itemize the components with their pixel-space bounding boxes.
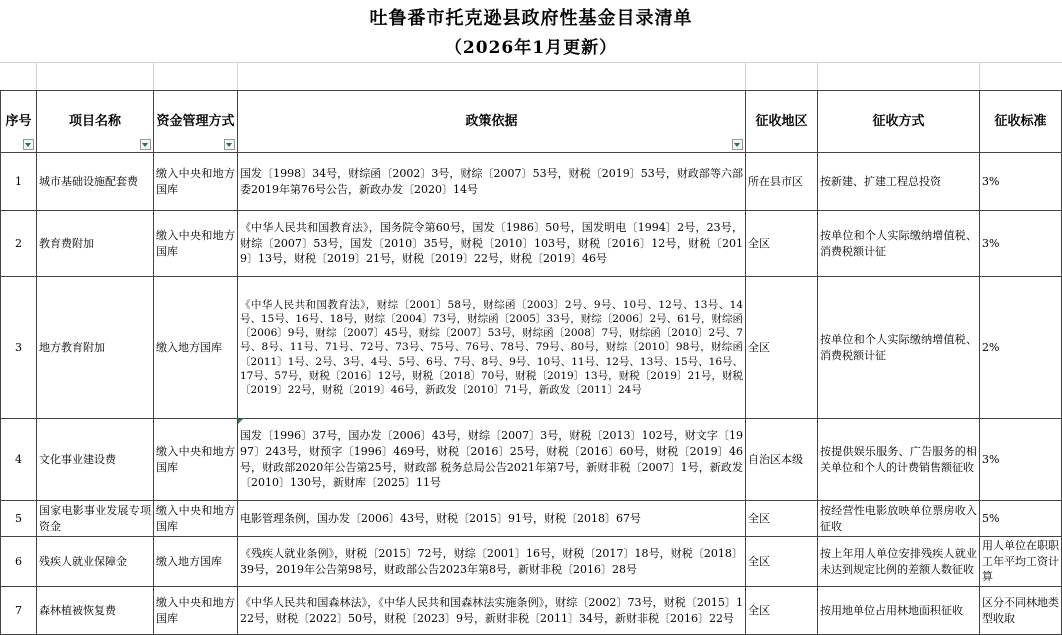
cell-name[interactable]: 文化事业建设费 (37, 419, 154, 501)
cell-area[interactable]: 全区 (746, 537, 818, 587)
cell-name[interactable]: 森林植被恢复费 (37, 587, 154, 635)
table-row (1, 211, 1062, 277)
table-row (1, 419, 1062, 501)
cell-name[interactable]: 地方教育附加 (37, 277, 154, 419)
cell-basis[interactable]: 《中华人民共和国森林法》，《中华人民共和国森林法实施条例》，财综〔2002〕73号，财税〔2015〕122号，财税〔2022〕50号，财税〔2023〕9号，新财非税〔2011〕34号，新财非税〔2016〕22号 (238, 587, 746, 635)
header-name: 项目名称 (37, 91, 154, 153)
filter-dropdown-icon[interactable] (732, 139, 743, 150)
cell-area[interactable]: 全区 (746, 277, 818, 419)
cell-method[interactable]: 按提供娱乐服务、广告服务的相关单位和个人的计费销售额征收 (818, 419, 980, 501)
cell-method[interactable]: 按上年用人单位安排残疾人就业未达到规定比例的差额人数征收 (818, 537, 980, 587)
fund-table (0, 90, 1062, 635)
cell-method[interactable]: 按单位和个人实际缴纳增值税、消费税额计征 (818, 211, 980, 277)
cell-no[interactable]: 2 (1, 211, 37, 277)
cell-area[interactable]: 全区 (746, 211, 818, 277)
cell-no[interactable]: 3 (1, 277, 37, 419)
header-standard: 征收标准 (980, 91, 1062, 153)
cell-standard[interactable]: 5% (980, 501, 1062, 537)
filter-dropdown-icon[interactable] (140, 139, 151, 150)
cell-mgmt[interactable]: 缴入中央和地方国库 (154, 587, 238, 635)
cell-no[interactable]: 1 (1, 153, 37, 211)
table-row (1, 277, 1062, 419)
table-row (1, 153, 1062, 211)
cell-name[interactable]: 城市基础设施配套费 (37, 153, 154, 211)
table-row (1, 501, 1062, 537)
cell-method[interactable]: 按用地单位占用林地面积征收 (818, 587, 980, 635)
cell-basis[interactable]: 《残疾人就业条例》，财税〔2015〕72号，财综〔2001〕16号，财税〔2017〕18号，财税〔2018〕39号，2019年公告第98号，财政部公告2023年第8号，新财非税〔2016〕28号 (238, 537, 746, 587)
cell-area[interactable]: 全区 (746, 501, 818, 537)
cell-basis[interactable]: 国发〔1998〕34号，财综函〔2002〕3号，财综〔2007〕53号，财税〔2019〕53号，财政部等六部委2019年第76号公告，新政办发〔2020〕14号 (238, 153, 746, 211)
blank-row-divider (237, 62, 238, 90)
cell-no[interactable]: 6 (1, 537, 37, 587)
cell-standard[interactable]: 3% (980, 211, 1062, 277)
cell-method[interactable]: 按新建、扩建工程总投资 (818, 153, 980, 211)
cell-no[interactable]: 4 (1, 419, 37, 501)
cell-area[interactable]: 全区 (746, 587, 818, 635)
comment-marker-icon (238, 419, 243, 424)
cell-mgmt[interactable]: 缴入中央和地方国库 (154, 211, 238, 277)
cell-mgmt[interactable]: 缴入中央和地方国库 (154, 501, 238, 537)
cell-method[interactable]: 按单位和个人实际缴纳增值税、消费税额计征 (818, 277, 980, 419)
page-subtitle: （2026年1月更新） (444, 38, 618, 58)
cell-no[interactable]: 5 (1, 501, 37, 537)
cell-no[interactable]: 7 (1, 587, 37, 635)
cell-mgmt[interactable]: 缴入地方国库 (154, 277, 238, 419)
cell-basis[interactable]: 《中华人民共和国教育法》，财综〔2001〕58号，财综函〔2003〕2号、9号、10号、12号、13号、14号、15号、16号、18号，财综〔2004〕73号，财综函〔2005〕33号，财综〔2006〕2号、61号，财综函〔2006〕9号，财综〔2007〕45号，财综〔2007〕53号，财综函〔2008〕7号，财综函〔2010〕2号、7号、8号、11号、71号、72号、73号、75号、76号、78号、79号、80号，财综〔2010〕98号，财综函〔2011〕1号、2号、3号、4号、5号、6号、7号、8号、9号、10号、11号、12号、13号、15号、16号、17号、57号，财税〔2016〕12号，财税〔2018〕70号，财税〔2019〕13号，财税〔2019〕21号，财税〔2019〕22号，财税〔2019〕46号，新政发〔2010〕71号，新政发〔2011〕24号 (238, 277, 746, 419)
cell-standard[interactable]: 2% (980, 277, 1062, 419)
header-area: 征收地区 (746, 91, 818, 153)
cell-basis-text: 国发〔1996〕37号，国办发〔2006〕43号，财综〔2007〕3号，财税〔2013〕102号，财文字〔1997〕243号，财预字〔1996〕469号，财税〔2016〕25号，财税〔2016〕60号，财税〔2019〕46号，财政部2020年公告第25号，财政部 税务总局公告2021年第7号，新财非税〔2007〕1号，新政发〔2010〕130号，新财库〔2025〕11号 (240, 429, 743, 490)
header-no: 序号 (1, 91, 37, 153)
table-row (1, 537, 1062, 587)
cell-basis[interactable] (238, 419, 746, 501)
cell-area[interactable]: 所在县市区 (746, 153, 818, 211)
filter-dropdown-icon[interactable] (23, 139, 34, 150)
page-title: 吐鲁番市托克逊县政府性基金目录清单 (369, 8, 693, 29)
cell-mgmt[interactable]: 缴入中央和地方国库 (154, 419, 238, 501)
cell-standard[interactable]: 区分不同林地类型收取 (980, 587, 1062, 635)
cell-standard[interactable]: 3% (980, 153, 1062, 211)
cell-basis[interactable]: 《中华人民共和国教育法》，国务院令第60号，国发〔1986〕50号，国发明电〔1994〕2号，23号，财综〔2007〕53号，国发〔2010〕35号，财税〔2010〕103号，财税〔2016〕12号，财税〔2019〕13号，财税〔2019〕21号，财税〔2019〕22号，财税〔2019〕46号 (238, 211, 746, 277)
header-row (1, 91, 1062, 153)
cell-name[interactable]: 教育费附加 (37, 211, 154, 277)
cell-mgmt[interactable]: 缴入地方国库 (154, 537, 238, 587)
blank-row-divider (745, 62, 746, 90)
cell-standard[interactable]: 用人单位在职职工年平均工资计算 (980, 537, 1062, 587)
blank-row-divider (817, 62, 818, 90)
table-row (1, 587, 1062, 635)
cell-name[interactable]: 残疾人就业保障金 (37, 537, 154, 587)
header-basis: 政策依据 (238, 91, 746, 153)
header-method: 征收方式 (818, 91, 980, 153)
blank-row-divider (153, 62, 154, 90)
header-mgmt: 资金管理方式 (154, 91, 238, 153)
cell-standard[interactable]: 3% (980, 419, 1062, 501)
cell-method[interactable]: 按经营性电影放映单位票房收入征收 (818, 501, 980, 537)
filter-dropdown-icon[interactable] (224, 139, 235, 150)
cell-basis[interactable]: 电影管理条例，国办发〔2006〕43号，财税〔2015〕91号，财税〔2018〕67号 (238, 501, 746, 537)
blank-row-divider (36, 62, 37, 90)
cell-area[interactable]: 自治区本级 (746, 419, 818, 501)
cell-name[interactable]: 国家电影事业发展专项资金 (37, 501, 154, 537)
blank-row-divider (979, 62, 980, 90)
title-block (0, 0, 1062, 63)
cell-mgmt[interactable]: 缴入中央和地方国库 (154, 153, 238, 211)
